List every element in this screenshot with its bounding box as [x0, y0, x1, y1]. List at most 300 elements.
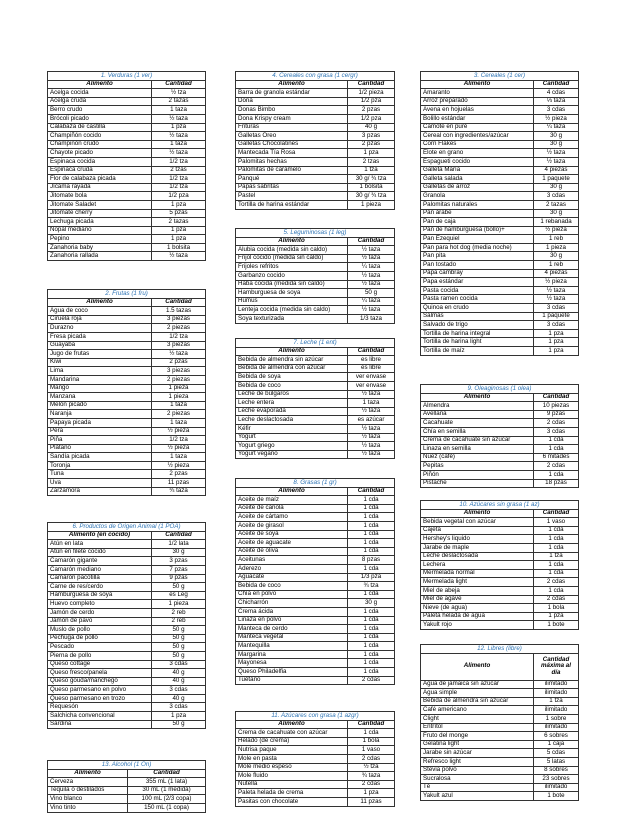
food-quantity: ¾ tza	[348, 582, 395, 591]
food-name: Piña	[48, 436, 152, 445]
table-row	[48, 192, 206, 201]
table-row	[48, 720, 206, 729]
column-header-cantidad: Cantidad	[534, 80, 579, 89]
table-row	[48, 712, 206, 721]
table-row	[48, 565, 206, 574]
table-row	[421, 775, 579, 784]
table-row	[236, 659, 395, 668]
table-row	[421, 402, 579, 411]
food-quantity: 30 g	[152, 548, 206, 557]
table-row	[48, 123, 206, 132]
table-row	[236, 416, 395, 425]
food-name: Zanahoria rallada	[48, 252, 152, 261]
food-quantity: ½ taza	[534, 157, 579, 166]
food-quantity: 2 tzas	[152, 166, 206, 175]
table-row	[236, 797, 395, 806]
table-row	[236, 175, 395, 184]
food-quantity: 3 piezas	[152, 341, 206, 350]
table-row	[48, 803, 206, 812]
column-header-alimento: Alimento	[421, 653, 534, 680]
column-header-alimento: Alimento	[236, 80, 348, 89]
table-row	[48, 786, 206, 795]
table-row	[48, 209, 206, 218]
food-name: Garbanzo cocido	[236, 271, 348, 280]
food-name: Mantequilla	[236, 642, 348, 651]
table-title: 6. Productos de Origen Animal (1 POA)	[48, 523, 206, 532]
table-row	[236, 504, 395, 513]
food-name: Kiwi	[48, 358, 152, 367]
food-name: Sucralosa	[421, 775, 534, 784]
food-name: Jugo de frutas	[48, 350, 152, 359]
food-quantity: 23 sobres	[534, 775, 579, 784]
table-title: 10. Azúcares sin grasa (1 az)	[421, 501, 579, 510]
food-quantity: 1 taza	[348, 399, 395, 408]
table-row	[236, 123, 395, 132]
food-quantity: 1 cda	[348, 729, 395, 738]
table-origen-animal	[47, 522, 206, 729]
table-row	[48, 252, 206, 261]
food-name: Cajeta	[421, 526, 534, 535]
table-row	[48, 375, 206, 384]
food-name: Pan de caja	[421, 218, 534, 227]
food-name: Pescado	[48, 643, 152, 652]
table-row	[421, 321, 579, 330]
food-quantity: es Leg	[152, 591, 206, 600]
food-quantity: 3 pzas	[348, 132, 395, 141]
food-quantity: 1 taza	[152, 106, 206, 115]
food-quantity: ilimitado	[534, 783, 579, 792]
food-quantity: 50 g	[152, 720, 206, 729]
table-row	[48, 540, 206, 549]
food-name: Kéfir	[236, 424, 348, 433]
food-quantity: ½ taza	[534, 295, 579, 304]
table-row	[48, 427, 206, 436]
table-row	[236, 607, 395, 616]
table-row	[48, 591, 206, 600]
food-name: Hamburguesa de soya	[48, 591, 152, 600]
column-header-cantidad: Cantidad	[348, 720, 395, 729]
table-title: 7. Leche (1 ent)	[236, 339, 395, 348]
food-quantity: ½ taza	[152, 114, 206, 123]
table-row	[48, 106, 206, 115]
table-row	[48, 487, 206, 496]
food-name: Galletas Chocolatines	[236, 140, 348, 149]
table-row	[421, 453, 579, 462]
food-quantity: 1 pieza	[348, 200, 395, 209]
food-quantity: 50 g	[152, 651, 206, 660]
food-name: Durazno	[48, 324, 152, 333]
food-quantity: 1 pza	[152, 235, 206, 244]
food-name: Ciruela roja	[48, 315, 152, 324]
food-quantity: 355 mL (1 lata)	[128, 778, 206, 787]
food-quantity: ⅓ taza	[534, 97, 579, 106]
food-name: Camarón pacotilla	[48, 574, 152, 583]
food-name: Granola	[421, 192, 534, 201]
food-name: Jamón de pavo	[48, 617, 152, 626]
table-row	[236, 356, 395, 365]
table-row	[236, 633, 395, 642]
table-row	[236, 780, 395, 789]
table-title: 9. Oleaginosas (1 olea)	[421, 385, 579, 394]
food-quantity: 1 paquete	[534, 312, 579, 321]
food-name: Queso fresco/panela	[48, 669, 152, 678]
table-row	[48, 401, 206, 410]
table-row	[236, 582, 395, 591]
food-quantity: ½ taza	[152, 350, 206, 359]
food-name: Mole medio espeso	[236, 763, 348, 772]
food-quantity: 1 cda	[348, 590, 395, 599]
food-name: Miel de abeja	[421, 586, 534, 595]
food-name: Mole en pasta	[236, 754, 348, 763]
food-name: Tortilla de maíz	[421, 347, 534, 356]
table-row	[421, 766, 579, 775]
food-name: Yakult azul	[421, 792, 534, 801]
food-quantity: 3 cdas	[534, 106, 579, 115]
food-quantity: 1 cda	[348, 625, 395, 634]
food-name: Camote en puré	[421, 123, 534, 132]
food-name: Aguacate	[236, 573, 348, 582]
food-quantity: 2 cdas	[534, 419, 579, 428]
food-name: Crema ácida	[236, 607, 348, 616]
food-quantity: 1 pza	[348, 789, 395, 798]
food-quantity: 30 g/ ¾ tza	[348, 192, 395, 201]
food-name: Helado (de crema)	[236, 737, 348, 746]
food-quantity: 1 sobre	[534, 714, 579, 723]
food-name: Mole fluido	[236, 772, 348, 781]
table-row	[421, 462, 579, 471]
food-quantity: 2 tzas	[348, 157, 395, 166]
food-quantity: 18 pzas	[534, 479, 579, 488]
food-name: Palomitas hechas	[236, 157, 348, 166]
table-row	[48, 548, 206, 557]
food-quantity: 1 tza	[534, 552, 579, 561]
table-row	[421, 732, 579, 741]
food-name: Pasta cocida	[421, 286, 534, 295]
table-row	[421, 286, 579, 295]
table-row	[48, 677, 206, 686]
food-quantity: es libre	[348, 356, 395, 365]
food-name: Cerveza	[48, 778, 128, 787]
food-name: Chayote picado	[48, 149, 152, 158]
food-quantity: 1 tza	[534, 697, 579, 706]
food-name: Entrítol	[421, 723, 534, 732]
food-quantity: 1 pza	[348, 149, 395, 158]
food-name: Muslo de pollo	[48, 626, 152, 635]
food-quantity: ½ taza	[152, 132, 206, 141]
table-row	[48, 307, 206, 316]
food-quantity: 1 caja	[534, 740, 579, 749]
food-name: Haba cocida (medida sin caldo)	[236, 280, 348, 289]
food-quantity: ½ taza	[348, 442, 395, 451]
table-row	[421, 445, 579, 454]
table-row	[236, 132, 395, 141]
food-quantity: 1 pza	[152, 123, 206, 132]
table-row	[421, 140, 579, 149]
food-name: Champiñón crudo	[48, 140, 152, 149]
food-name: Lima	[48, 367, 152, 376]
food-quantity: ½ pieza	[534, 278, 579, 287]
food-name: Avena en hojuelas	[421, 106, 534, 115]
food-quantity: ½ taza	[348, 390, 395, 399]
table-row	[48, 235, 206, 244]
food-quantity: ilimitado	[534, 689, 579, 698]
table-row	[421, 261, 579, 270]
food-quantity: 1 cda	[348, 521, 395, 530]
table-row	[421, 518, 579, 527]
food-quantity: 3 cdas	[152, 686, 206, 695]
table-row	[421, 269, 579, 278]
food-quantity: 1 cda	[534, 561, 579, 570]
food-quantity: 3 cdas	[534, 321, 579, 330]
food-name: Tortilla de harina light	[421, 338, 534, 347]
food-quantity: ½ taza	[348, 450, 395, 459]
food-name: Linaza en semilla	[421, 445, 534, 454]
food-name: Jarabe sin azúcar	[421, 749, 534, 758]
table-row	[236, 399, 395, 408]
table-row	[421, 792, 579, 801]
table-row	[236, 496, 395, 505]
food-name: Toronja	[48, 461, 152, 470]
food-name: Pan Ezequiel	[421, 235, 534, 244]
table-row	[421, 479, 579, 488]
food-name: Pera	[48, 427, 152, 436]
food-quantity: 1 reb	[534, 235, 579, 244]
food-quantity: 2 tazas	[534, 200, 579, 209]
food-name: Pierna de pollo	[48, 651, 152, 660]
table-row	[48, 479, 206, 488]
food-name: Humus	[236, 297, 348, 306]
table-row	[236, 530, 395, 539]
food-name: Queso Philadelfia	[236, 668, 348, 677]
food-quantity: 100 mL (2/3 copa)	[128, 795, 206, 804]
food-quantity: 1 cda	[348, 504, 395, 513]
table-title: 13. Alcohol (1 On)	[48, 761, 206, 770]
food-quantity: 1 vaso	[348, 746, 395, 755]
food-name: Alubia cocida (medida sin caldo)	[236, 246, 348, 255]
food-quantity: 30 g/ ¾ tza	[348, 175, 395, 184]
food-name: Pepino	[48, 235, 152, 244]
food-name: Jarabe de maple	[421, 543, 534, 552]
food-name: Nopal mediano	[48, 226, 152, 235]
column-header-cantidad: Cantidad	[152, 531, 206, 540]
food-quantity: 1 taza	[152, 140, 206, 149]
food-name: Leche deslactosada	[236, 416, 348, 425]
food-name: Bebida de coco	[236, 582, 348, 591]
table-row	[48, 157, 206, 166]
table-row	[421, 295, 579, 304]
table-title: 2. Frutas (1 fru)	[48, 290, 206, 299]
table-row	[421, 723, 579, 732]
food-name: Mermelada light	[421, 578, 534, 587]
food-quantity: 1 cda	[534, 543, 579, 552]
column-header-alimento: Alimento	[48, 769, 128, 778]
table-row	[236, 424, 395, 433]
table-row	[421, 586, 579, 595]
food-name: Manteca de cerdo	[236, 625, 348, 634]
food-quantity: 10 piezas	[534, 402, 579, 411]
table-row	[236, 599, 395, 608]
food-name: Paleta helada de crema	[236, 789, 348, 798]
column-header-alimento: Alimento	[48, 80, 152, 89]
food-quantity: 40 g	[152, 677, 206, 686]
food-quantity: ¾ taza	[348, 772, 395, 781]
food-quantity: ilimitado	[534, 723, 579, 732]
table-row	[236, 513, 395, 522]
table-azucares-grasa	[235, 711, 395, 807]
food-name: Sardina	[48, 720, 152, 729]
food-quantity: 1 cda	[348, 616, 395, 625]
food-quantity: 30 g	[534, 209, 579, 218]
food-name: Camarón gigante	[48, 557, 152, 566]
food-quantity: 40 g	[152, 669, 206, 678]
table-title: 12. Libres (libre)	[421, 645, 579, 654]
table-row	[236, 676, 395, 685]
food-name: Espagueti cocido	[421, 157, 534, 166]
table-row	[421, 132, 579, 141]
table-row	[236, 157, 395, 166]
table-row	[421, 89, 579, 98]
food-quantity: 5 cdas	[534, 749, 579, 758]
food-quantity: 5 pzas	[152, 209, 206, 218]
column-header-cantidad: Cantidad	[152, 80, 206, 89]
table-row	[48, 660, 206, 669]
food-name: Acelga cocida	[48, 89, 152, 98]
table-libres	[420, 644, 579, 801]
food-name: Pastel	[236, 192, 348, 201]
table-row	[48, 175, 206, 184]
food-name: Bolillo estándar	[421, 114, 534, 123]
food-name: Papaya picada	[48, 418, 152, 427]
table-row	[421, 226, 579, 235]
food-quantity: ½ taza	[348, 254, 395, 263]
food-quantity: 1 cda	[348, 513, 395, 522]
food-quantity: 1/2 pza	[348, 114, 395, 123]
table-row	[421, 106, 579, 115]
food-quantity: ½ tza	[348, 763, 395, 772]
column-header-alimento: Alimento	[236, 347, 348, 356]
food-name: Café americano	[421, 706, 534, 715]
food-name: Jícama rayada	[48, 183, 152, 192]
food-quantity: 30 g	[534, 183, 579, 192]
food-name: Bebida de almendra sin azúcar	[236, 356, 348, 365]
table-row	[236, 642, 395, 651]
food-name: Aceite de aguacate	[236, 539, 348, 548]
food-quantity: 1 pieza	[534, 243, 579, 252]
table-row	[236, 650, 395, 659]
food-name: Pan pita	[421, 252, 534, 261]
table-row	[421, 680, 579, 689]
food-name: Agua simple	[421, 689, 534, 698]
food-name: Piñón	[421, 470, 534, 479]
food-quantity: 1 cda	[348, 530, 395, 539]
food-quantity: 4 piezas	[534, 269, 579, 278]
table-row	[48, 453, 206, 462]
food-quantity: ilimitado	[534, 706, 579, 715]
food-quantity: 2 cdas	[534, 578, 579, 587]
food-name: Aceitunas	[236, 556, 348, 565]
food-name: Flor de calabaza picada	[48, 175, 152, 184]
table-leguminosas	[235, 228, 395, 324]
table-row	[48, 608, 206, 617]
food-quantity: 3 cdas	[534, 192, 579, 201]
food-name: Papa estándar	[421, 278, 534, 287]
food-name: Espinaca cocida	[48, 157, 152, 166]
table-row	[48, 200, 206, 209]
food-name: Gelatina light	[421, 740, 534, 749]
table-row	[48, 132, 206, 141]
food-name: Pasta ramen cocida	[421, 295, 534, 304]
column-header-cantidad: Cantidad	[534, 509, 579, 518]
food-name: Barra de granola estándar	[236, 89, 348, 98]
table-row	[48, 461, 206, 470]
table-row	[236, 737, 395, 746]
food-name: Aceite de soya	[236, 530, 348, 539]
food-quantity: 2 tazas	[152, 218, 206, 227]
food-quantity: 3 pzas	[152, 557, 206, 566]
table-row	[421, 621, 579, 630]
column-header-cantidad: Cantidad	[348, 347, 395, 356]
table-cereales	[420, 71, 579, 356]
food-quantity: 1 taza	[152, 453, 206, 462]
table-row	[48, 617, 206, 626]
food-quantity: 1 pieza	[152, 600, 206, 609]
food-name: Frituras	[236, 123, 348, 132]
table-row	[236, 149, 395, 158]
food-quantity: ½ pieza	[152, 444, 206, 453]
food-quantity: 1 reb	[534, 261, 579, 270]
food-quantity: ver envase	[348, 373, 395, 382]
food-quantity: 1/2 tza	[152, 175, 206, 184]
table-row	[421, 183, 579, 192]
food-quantity: 2 pzas	[348, 106, 395, 115]
table-row	[236, 246, 395, 255]
food-name: Frijol cocido (medida sin caldo)	[236, 254, 348, 263]
food-name: Pan tostado	[421, 261, 534, 270]
table-row	[236, 306, 395, 315]
food-quantity: 7 pzas	[152, 565, 206, 574]
column-header-alimento: Alimento (en cocido)	[48, 531, 152, 540]
food-quantity: 1.5 tazas	[152, 307, 206, 316]
food-name: Sandía picada	[48, 453, 152, 462]
table-row	[48, 341, 206, 350]
table-row	[236, 450, 395, 459]
table-row	[48, 243, 206, 252]
food-quantity: ½ pieza	[152, 427, 206, 436]
table-row	[236, 539, 395, 548]
food-name: Naranja	[48, 410, 152, 419]
food-name: Espinaca cruda	[48, 166, 152, 175]
table-row	[236, 373, 395, 382]
table-oleaginosas	[420, 384, 579, 488]
table-row	[48, 436, 206, 445]
table-row	[421, 149, 579, 158]
food-quantity: 1 cda	[534, 586, 579, 595]
column-header-cantidad: Cantidad	[348, 80, 395, 89]
food-quantity: 1/2 pza	[348, 97, 395, 106]
table-row	[236, 616, 395, 625]
food-quantity: 2 pzas	[152, 358, 206, 367]
food-name: Pan de hamburguesa (bollo)+	[421, 226, 534, 235]
table-row	[421, 740, 579, 749]
table-row	[421, 175, 579, 184]
food-quantity: 1/2 tza	[152, 157, 206, 166]
table-row	[236, 754, 395, 763]
table-row	[236, 763, 395, 772]
food-quantity: 1 paquete	[534, 175, 579, 184]
food-name: Guayaba	[48, 341, 152, 350]
food-name: Arroz preparado	[421, 97, 534, 106]
table-row	[236, 772, 395, 781]
